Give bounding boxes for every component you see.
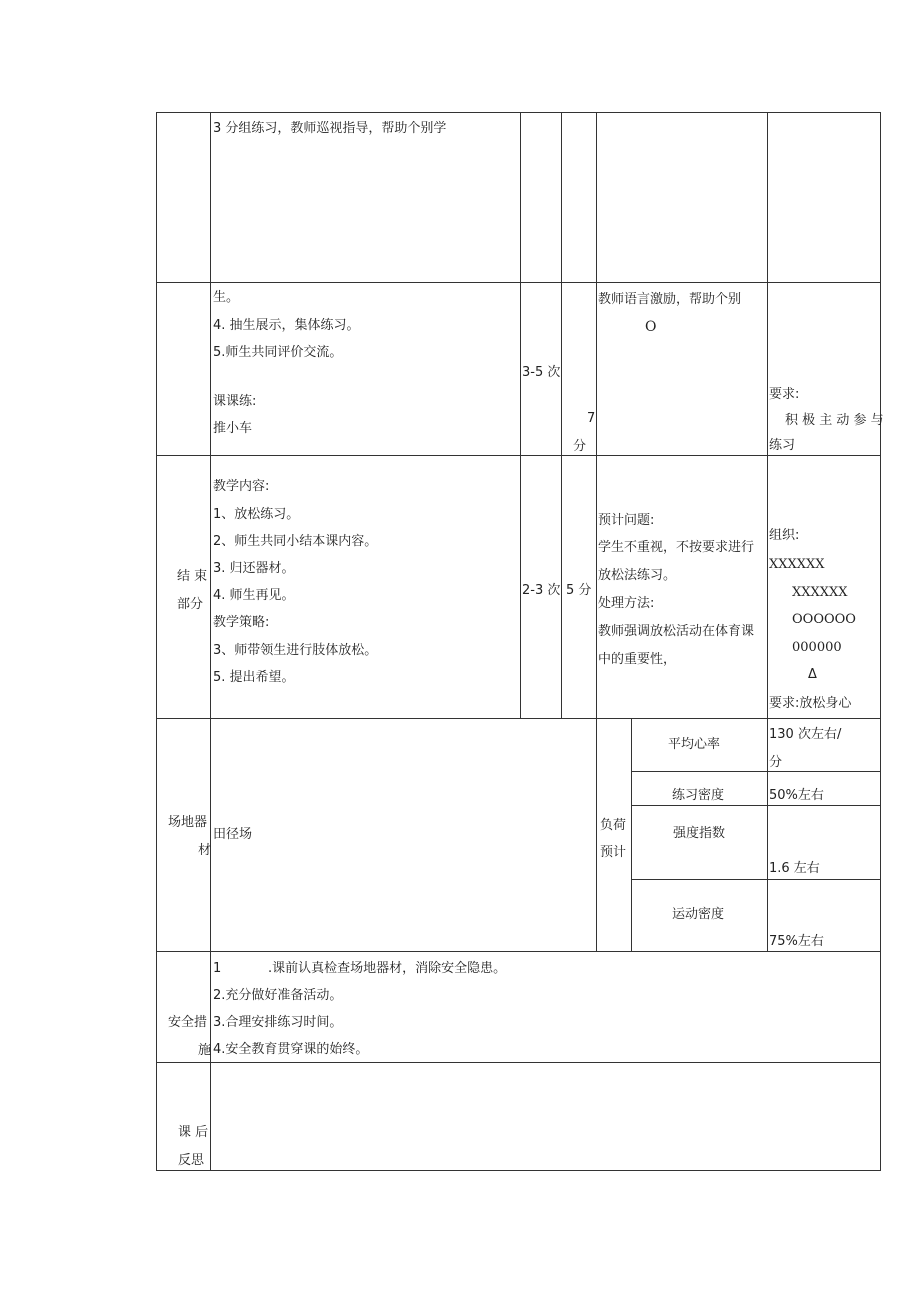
safety-item: 2.充分做好准备活动。	[213, 988, 343, 1003]
row3-content-line: 3. 归还器材。	[213, 561, 295, 576]
safety-item: .课前认真检查场地器材，消除安全隐患。	[268, 961, 507, 976]
row2-times: 3-5 次	[522, 365, 561, 380]
row3-req: 要求:放松身心	[769, 696, 852, 711]
row3-teacher-line: 学生不重视，不按要求进行	[598, 540, 755, 555]
row3-content-line: 5. 提出希望。	[213, 670, 295, 685]
row2-content-line: 4. 抽生展示，集体练习。	[213, 318, 360, 333]
reflection-label: 课 后	[178, 1125, 209, 1140]
reflection-label: 反思	[178, 1153, 205, 1168]
row3-content-line: 教学策略:	[213, 615, 270, 630]
row2-content-line: 生。	[213, 290, 240, 305]
avg-heart-rate-value: 130 次左右/	[769, 727, 842, 742]
row3-content-line: 教学内容:	[213, 479, 270, 494]
reflection-area	[212, 1064, 879, 1169]
safety-label: 施	[198, 1043, 212, 1058]
org-line: XXXXXX	[792, 585, 848, 600]
practice-density-label: 练习密度	[672, 788, 725, 803]
row1-content: 3 分组练习，教师巡视指导，帮助个别学	[213, 121, 447, 136]
row2-req-line: 积 极 主 动 参 与	[785, 413, 884, 428]
section-label: 结 束	[177, 569, 208, 584]
practice-item: 推小车	[213, 421, 253, 436]
row2-teacher: 教师语言激励，帮助个别	[598, 292, 742, 307]
row2-req-label: 要求:	[769, 387, 800, 402]
avg-heart-rate-value: 分	[769, 755, 783, 770]
load-label: 负荷	[600, 818, 627, 833]
intensity-value: 1.6 左右	[769, 861, 820, 876]
intensity-label: 强度指数	[673, 826, 726, 841]
org-line: XXXXXX	[769, 557, 825, 572]
row3-teacher-line: 放松法练习。	[598, 568, 677, 583]
venue-label: 场地器	[168, 815, 208, 830]
motion-density-value: 75%左右	[769, 934, 824, 949]
row3-content-line: 4. 师生再见。	[213, 588, 295, 603]
row3-teacher-line: 教师强调放松活动在体育课	[598, 624, 755, 639]
row3-teacher-line: 处理方法:	[598, 596, 655, 611]
practice-density-value: 50%左右	[769, 788, 824, 803]
row3-times: 2-3 次	[522, 583, 561, 598]
safety-item-number: 1	[213, 961, 222, 976]
row2-req-line: 练习	[769, 438, 796, 453]
practice-label: 课课练:	[213, 394, 257, 409]
row3-content-line: 1、放松练习。	[213, 507, 300, 522]
row3-teacher-line: 中的重要性，	[598, 652, 677, 667]
venue-value: 田径场	[213, 827, 253, 842]
row3-minutes: 5 分	[566, 583, 592, 598]
section-label: 部分	[177, 597, 204, 612]
motion-density-label: 运动密度	[672, 907, 725, 922]
safety-item: 3.合理安排练习时间。	[213, 1015, 343, 1030]
row3-teacher-line: 预计问题:	[598, 513, 655, 528]
row2-content-line: 5.师生共同评价交流。	[213, 345, 343, 360]
row2-minutes-num: 7	[587, 411, 596, 426]
safety-label: 安全措	[168, 1015, 208, 1030]
row2-teacher-mark: O	[645, 319, 657, 335]
org-line: 000000	[792, 640, 842, 655]
avg-heart-rate-label: 平均心率	[668, 737, 721, 752]
org-label: 组织:	[769, 528, 800, 543]
org-teacher-mark: Δ	[808, 667, 817, 682]
org-line: OOOOOO	[792, 612, 856, 627]
row3-content-line: 3、师带领生进行肢体放松。	[213, 643, 378, 658]
safety-item: 4.安全教育贯穿课的始终。	[213, 1042, 369, 1057]
row3-content-line: 2、师生共同小结本课内容。	[213, 534, 378, 549]
load-label: 预计	[600, 845, 627, 860]
venue-label: 材	[198, 843, 212, 858]
row2-minutes-unit: 分	[573, 439, 587, 454]
